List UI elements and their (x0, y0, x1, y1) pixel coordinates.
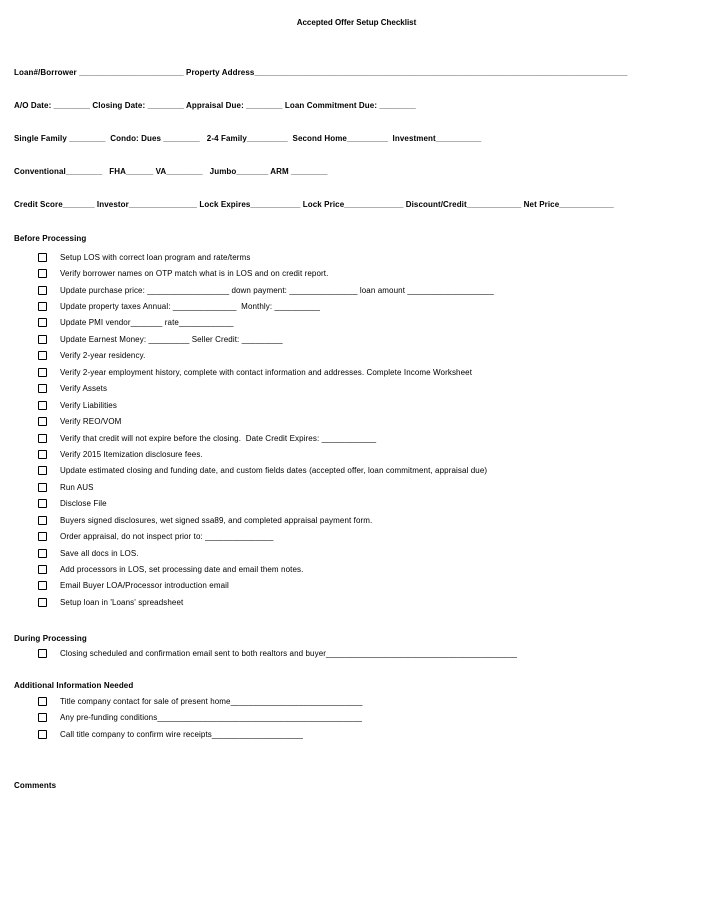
checkbox[interactable] (38, 483, 47, 492)
checklist-item-label: Verify REO/VOM (60, 417, 122, 427)
checklist-item (14, 512, 699, 528)
checklist-item-label: Setup loan in 'Loans' spreadsheet (60, 597, 184, 607)
checklist-item-label: Run AUS (60, 482, 94, 492)
property-type-line: Single Family ________ Condo: Dues ________ 2-4 Family_________ Second Home_________ Investment__________ (14, 134, 482, 143)
checklist-item-label: Update Earnest Money: _________ Seller Credit: _________ (60, 334, 283, 344)
checklist-item (14, 413, 699, 429)
checklist-item (14, 710, 699, 726)
checkbox[interactable] (38, 368, 47, 377)
checklist-item (14, 430, 699, 446)
checklist-item (14, 646, 699, 662)
checklist-item-label: Closing scheduled and confirmation email sent to both realtors and buyer__________________________________________ (60, 649, 518, 659)
checkbox[interactable] (38, 466, 47, 475)
section-heading-additional-info: Additional Information Needed (14, 681, 134, 691)
checklist-item (14, 545, 699, 561)
checkbox[interactable] (38, 565, 47, 574)
checklist-item (14, 364, 699, 380)
checklist-item (14, 348, 699, 364)
checklist-item-label: Save all docs in LOS. (60, 548, 139, 558)
checkbox[interactable] (38, 697, 47, 706)
checklist-item-label: Order appraisal, do not inspect prior to: _______________ (60, 532, 274, 542)
checkbox[interactable] (38, 649, 47, 658)
checklist-item-label: Verify Liabilities (60, 400, 117, 410)
checklist-item-label: Call title company to confirm wire receipts____________________ (60, 729, 303, 739)
checkbox[interactable] (38, 253, 47, 262)
checklist-item-label: Verify borrower names on OTP match what is in LOS and on credit report. (60, 269, 329, 279)
checklist-item-label: Verify Assets (60, 384, 108, 394)
section-heading-comments: Comments (14, 781, 57, 791)
checklist-item (14, 331, 699, 347)
checklist-item (14, 315, 699, 331)
checkbox[interactable] (38, 581, 47, 590)
checkbox[interactable] (38, 598, 47, 607)
checklist-item (14, 282, 699, 298)
checkbox[interactable] (38, 516, 47, 525)
checkbox[interactable] (38, 499, 47, 508)
before-processing-items (14, 249, 699, 611)
checkbox[interactable] (38, 384, 47, 393)
checkbox[interactable] (38, 549, 47, 558)
checkbox[interactable] (38, 434, 47, 443)
dates-line: A/O Date: ________ Closing Date: ________ Appraisal Due: ________ Loan Commitment Due: ________ (14, 101, 416, 110)
checkbox[interactable] (38, 318, 47, 327)
checkbox[interactable] (38, 713, 47, 722)
checklist-item (14, 578, 699, 594)
checklist-item-label: Update estimated closing and funding date, and custom fields dates (accepted offer, loan commitment, appraisal due) (60, 466, 488, 476)
section-heading-before-processing: Before Processing (14, 234, 87, 243)
checkbox[interactable] (38, 286, 47, 295)
checklist-item-label: Title company contact for sale of present home_____________________________ (60, 696, 363, 706)
checklist-item-label: Verify 2015 Itemization disclosure fees. (60, 449, 203, 459)
checklist-item-label: Email Buyer LOA/Processor introduction email (60, 581, 229, 591)
checklist-item (14, 496, 699, 512)
checkbox[interactable] (38, 401, 47, 410)
loan-borrower-property-line: Loan#/Borrower _______________________ Property Address__________________________________________________________________________________ (14, 68, 628, 77)
checklist-item (14, 298, 699, 314)
checklist-item-label: Verify that credit will not expire before the closing. Date Credit Expires: ____________ (60, 433, 377, 443)
checklist-item (14, 463, 699, 479)
page-title: Accepted Offer Setup Checklist (296, 18, 417, 27)
checklist-item-label: Update PMI vendor_______ rate____________ (60, 318, 234, 328)
checkbox[interactable] (38, 302, 47, 311)
during-processing-items (14, 646, 699, 662)
checklist-item-label: Any pre-funding conditions_____________________________________________ (60, 713, 363, 723)
lock-pricing-line: Credit Score_______ Investor_______________ Lock Expires___________ Lock Price_____________ Discount/Credit____________ Net Price____________ (14, 200, 614, 209)
checkbox[interactable] (38, 730, 47, 739)
checkbox[interactable] (38, 351, 47, 360)
additional-info-items (14, 693, 699, 742)
checklist-item (14, 528, 699, 544)
checklist-item (14, 693, 699, 709)
checklist-item-label: Disclose File (60, 499, 107, 509)
checkbox[interactable] (38, 532, 47, 541)
checklist-item-label: Add processors in LOS, set processing date and email them notes. (60, 565, 304, 575)
checkbox[interactable] (38, 450, 47, 459)
checklist-item-label: Setup LOS with correct loan program and rate/terms (60, 252, 251, 262)
checkbox[interactable] (38, 335, 47, 344)
checklist-item (14, 397, 699, 413)
checklist-item-label: Update purchase price: __________________ down payment: _______________ loan amount ___________________ (60, 285, 494, 295)
checkbox[interactable] (38, 417, 47, 426)
section-heading-during-processing: During Processing (14, 633, 87, 643)
checklist-item-label: Verify 2-year employment history, complete with contact information and addresses. Complete Income Worksheet (60, 367, 473, 377)
checklist-item (14, 561, 699, 577)
checklist-item (14, 726, 699, 742)
loan-type-line: Conventional________ FHA______ VA________ Jumbo_______ ARM ________ (14, 167, 328, 176)
checklist-item (14, 249, 699, 265)
checklist-item (14, 446, 699, 462)
checklist-item-label: Verify 2-year residency. (60, 351, 146, 361)
checklist-item (14, 479, 699, 495)
checkbox[interactable] (38, 269, 47, 278)
checklist-item (14, 381, 699, 397)
checklist-item (14, 265, 699, 281)
checklist-item (14, 594, 699, 610)
checklist-item-label: Update property taxes Annual: ______________ Monthly: __________ (60, 302, 321, 312)
checklist-item-label: Buyers signed disclosures, wet signed ssa89, and completed appraisal payment form. (60, 515, 373, 525)
